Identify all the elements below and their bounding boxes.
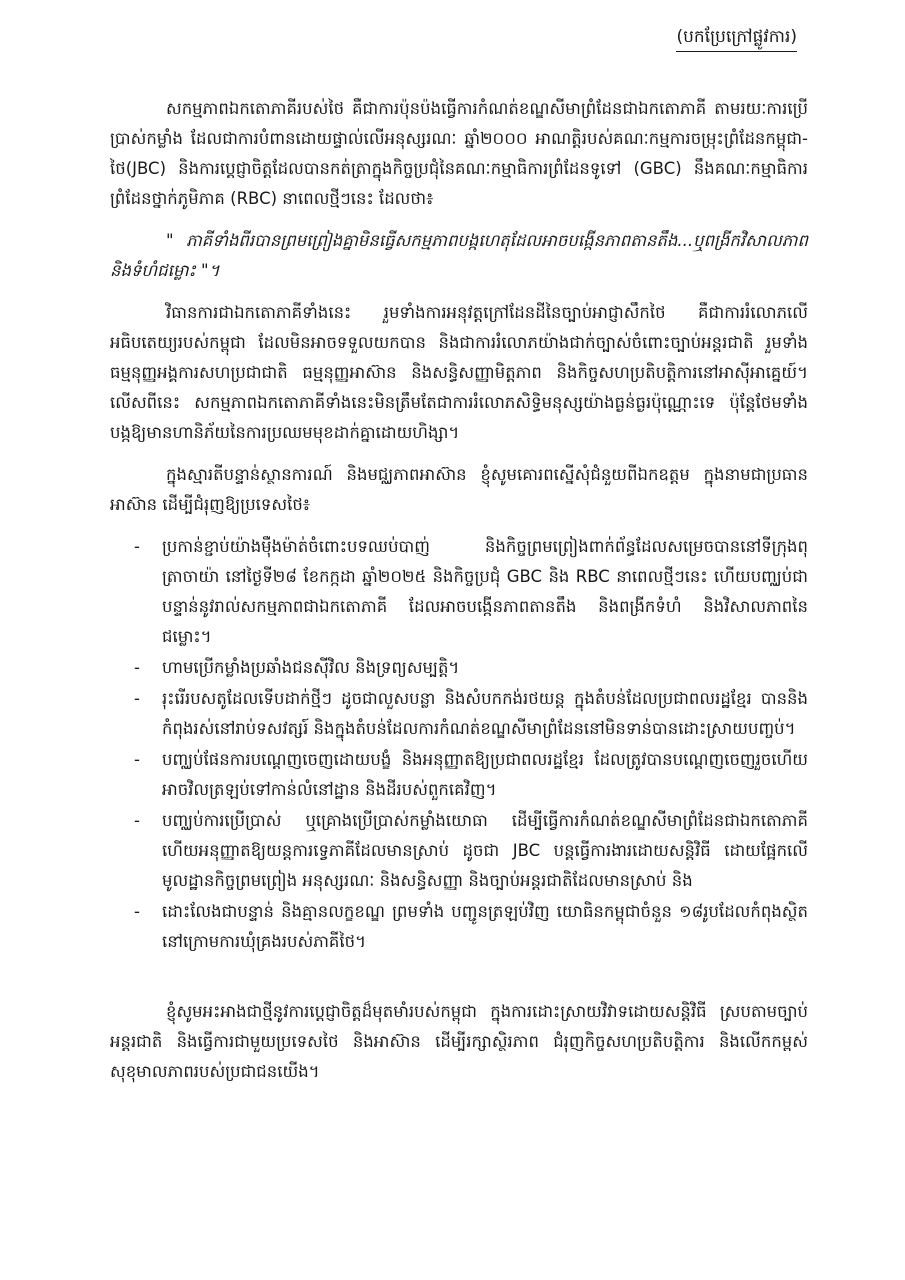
bullet-dash: - [134,537,140,556]
bullet-dash: - [134,689,140,708]
bullet-dash: - [134,902,140,921]
bullet-dash: - [134,658,140,677]
paragraph-unilateral-action: សកម្មភាពឯកតោភាគីរបស់ថៃ គឺជាការប៉ុនប៉ងធ្វើការកំណត់ខណ្ឌសីមាព្រំដែនជាឯកតោភាគី តាមរយៈការប្រើប្រាស់កម្លាំង ដែលជាការបំពានដោយផ្ទាល់លើអនុស្សរណៈ ឆ្នាំ២០០០ អាណត្តិរបស់គណៈកម្មការចម្រុះព្រំដែនកម្ពុជា-ថៃ(JBC) និងការប្តេជ្ញាចិត្តដែលបានកត់ត្រាក្នុងកិច្ចប្រជុំនៃគណៈកម្មាធិការព្រំដែនទូទៅ (GBC) នឹងគណៈកម្មាធិការព្រំដែនថ្នាក់ភូមិភាគ (RBC) នាពេលថ្មីៗនេះ ដែលថា៖ [110,99,808,208]
list-item [110,653,808,683]
bullet-dash: - [134,811,140,830]
paragraph-violation: វិធានការជាឯកតោភាគីទាំងនេះ រួមទាំងការអនុវត្តក្រៅដែនដីនៃច្បាប់អាជ្ញាសឹកថៃ គឺជាការរំលោភលើអធិបតេយ្យរបស់កម្ពុជា ដែលមិនអាចទទួលយកបាន និងជាការរំលោភយ៉ាងជាក់ច្បាស់ចំពោះច្បាប់អន្តរជាតិ រួមទាំងធម្មនុញ្ញអង្គការសហប្រជាជាតិ ធម្មនុញ្ញអាស៊ាន និងសន្ធិសញ្ញាមិត្តភាព និងកិច្ចសហប្រតិបត្តិការនៅអាស៊ីអាគ្នេយ៍។ លើសពីនេះ សកម្មភាពឯកតោភាគីទាំងនេះមិនត្រឹមតែជាការរំលោភសិទ្ធិមនុស្សយ៉ាងធ្ងន់ធ្ងរប៉ុណ្ណោះទេ ប៉ុន្តែថែមទាំងបង្កឱ្យមានហានិភ័យនៃការប្រឈមមុខដាក់គ្នាដោយហិង្សា។ [110,303,808,442]
list-item [110,684,808,744]
paragraph-quote: " ភាគីទាំងពីរបានព្រមព្រៀងគ្នាមិនធ្វើសកម្មភាពបង្កហេតុដែលអាចបង្កើនភាពតានតឹង...ឬពង្រីកវិសាលភាព និងទំហំជម្លោះ "។ [110,231,808,280]
list-item [110,897,808,957]
paragraph-request: ក្នុងស្មារតីបន្ទាន់ស្ថានការណ៍ និងមជ្ឈភាពអាស៊ាន ខ្ញុំសូមគោរពស្នើសុំជំនួយពីឯកឧត្តម ក្នុងនាមជាប្រធានអាស៊ាន ដើម្បីជំរុញឱ្យប្រទេសថៃ៖ [110,465,808,514]
unofficial-translation-note: (បកប្រែក្រៅផ្លូវការ) [676,24,797,52]
list-item [110,806,808,896]
list-item-text: បញ្ឈប់ផែនការបណ្តេញចេញដោយបង្ខំ និងអនុញ្ញាតឱ្យប្រជាពលរដ្ឋខ្មែរ ដែលត្រូវបានបណ្តេញចេញរួចហើយ អាចវិលត្រឡប់ទៅកាន់លំនៅដ្ឋាន និងដីរបស់ពួកគេវិញ។ [162,750,808,799]
list-item-text: ប្រកាន់ខ្ជាប់យ៉ាងម៉ឺងម៉ាត់ចំពោះបទឈប់បាញ់ និងកិច្ចព្រមព្រៀងពាក់ព័ន្ធដែលសម្រេចបាននៅទីក្រុងពុត្រាចាយ៉ា នៅថ្ងៃទី២៨ ខែកក្កដា ឆ្នាំ២០២៥ និងកិច្ចប្រជុំ GBC និង RBC នាពេលថ្មីៗនេះ ហើយបញ្ឈប់ជាបន្ទាន់នូវរាល់សកម្មភាពជាឯកតោភាគី ដែលអាចបង្កើនភាពតានតឹង និងពង្រីកទំហំ និងវិសាលភាពនៃជម្លោះ។ [162,537,808,646]
letter-body [110,94,808,1099]
bullet-dash: - [134,750,140,769]
list-item-text: បញ្ឈប់ការប្រើប្រាស់ ឬគ្រោងប្រើប្រាស់កម្លាំងយោធា ដើម្បីធ្វើការកំណត់ខណ្ឌសីមាព្រំដែនជាឯកតោភាគី ហើយអនុញ្ញាតឱ្យយន្តការទ្វេភាគីដែលមានស្រាប់ ដូចជា JBC បន្តធ្វើការងារដោយសន្តិវិធី ដោយផ្អែកលើមូលដ្ឋានកិច្ចព្រមព្រៀង អនុស្សរណៈ និងសន្ធិសញ្ញា និងច្បាប់អន្តរជាតិដែលមានស្រាប់ និង [162,811,808,890]
request-list [110,532,808,957]
paragraph-commitment: ខ្ញុំសូមអះអាងជាថ្មីនូវការប្តេជ្ញាចិត្តដ៏មុតមាំរបស់កម្ពុជា ក្នុងការដោះស្រាយវិវាទដោយសន្តិវិធី ស្របតាមច្បាប់អន្តរជាតិ និងធ្វើការជាមួយប្រទេសថៃ និងអាស៊ាន ដើម្បីរក្សាស្ថិរភាព ជំរុញកិច្ចសហប្រតិបត្តិការ និងលើកកម្ពស់សុខុមាលភាពរបស់ប្រជាជនយើង។ [110,1002,808,1081]
list-item [110,532,808,652]
list-item [110,745,808,805]
list-item-text: ហាមប្រើកម្លាំងប្រឆាំងជនស៊ីវិល និងទ្រព្យសម្បត្តិ។ [162,658,460,677]
list-item-text: រុះរើរបសតូដែលទើបដាក់ថ្មីៗ ដូចជាលួសបន្លា និងសំបកកង់រថយន្ត ក្នុងតំបន់ដែលប្រជាពលរដ្ឋខ្មែរ បាននិងកំពុងរស់នៅរាប់ទសវត្សរ៍ និងក្នុងតំបន់ដែលការកំណត់ខណ្ឌសីមាព្រំដែននៅមិនទាន់បានដោះស្រាយបញ្ចប់។ [162,689,808,738]
list-item-text: ដោះលែងជាបន្ទាន់ និងគ្មានលក្ខខណ្ឌ ព្រមទាំង បញ្ជូនត្រឡប់វិញ យោធិនកម្ពុជាចំនួន ១៨រូបដែលកំពុងស្ថិតនៅក្រោមការឃុំគ្រងរបស់ភាគីថៃ។ [162,902,808,951]
spacer [110,969,808,997]
